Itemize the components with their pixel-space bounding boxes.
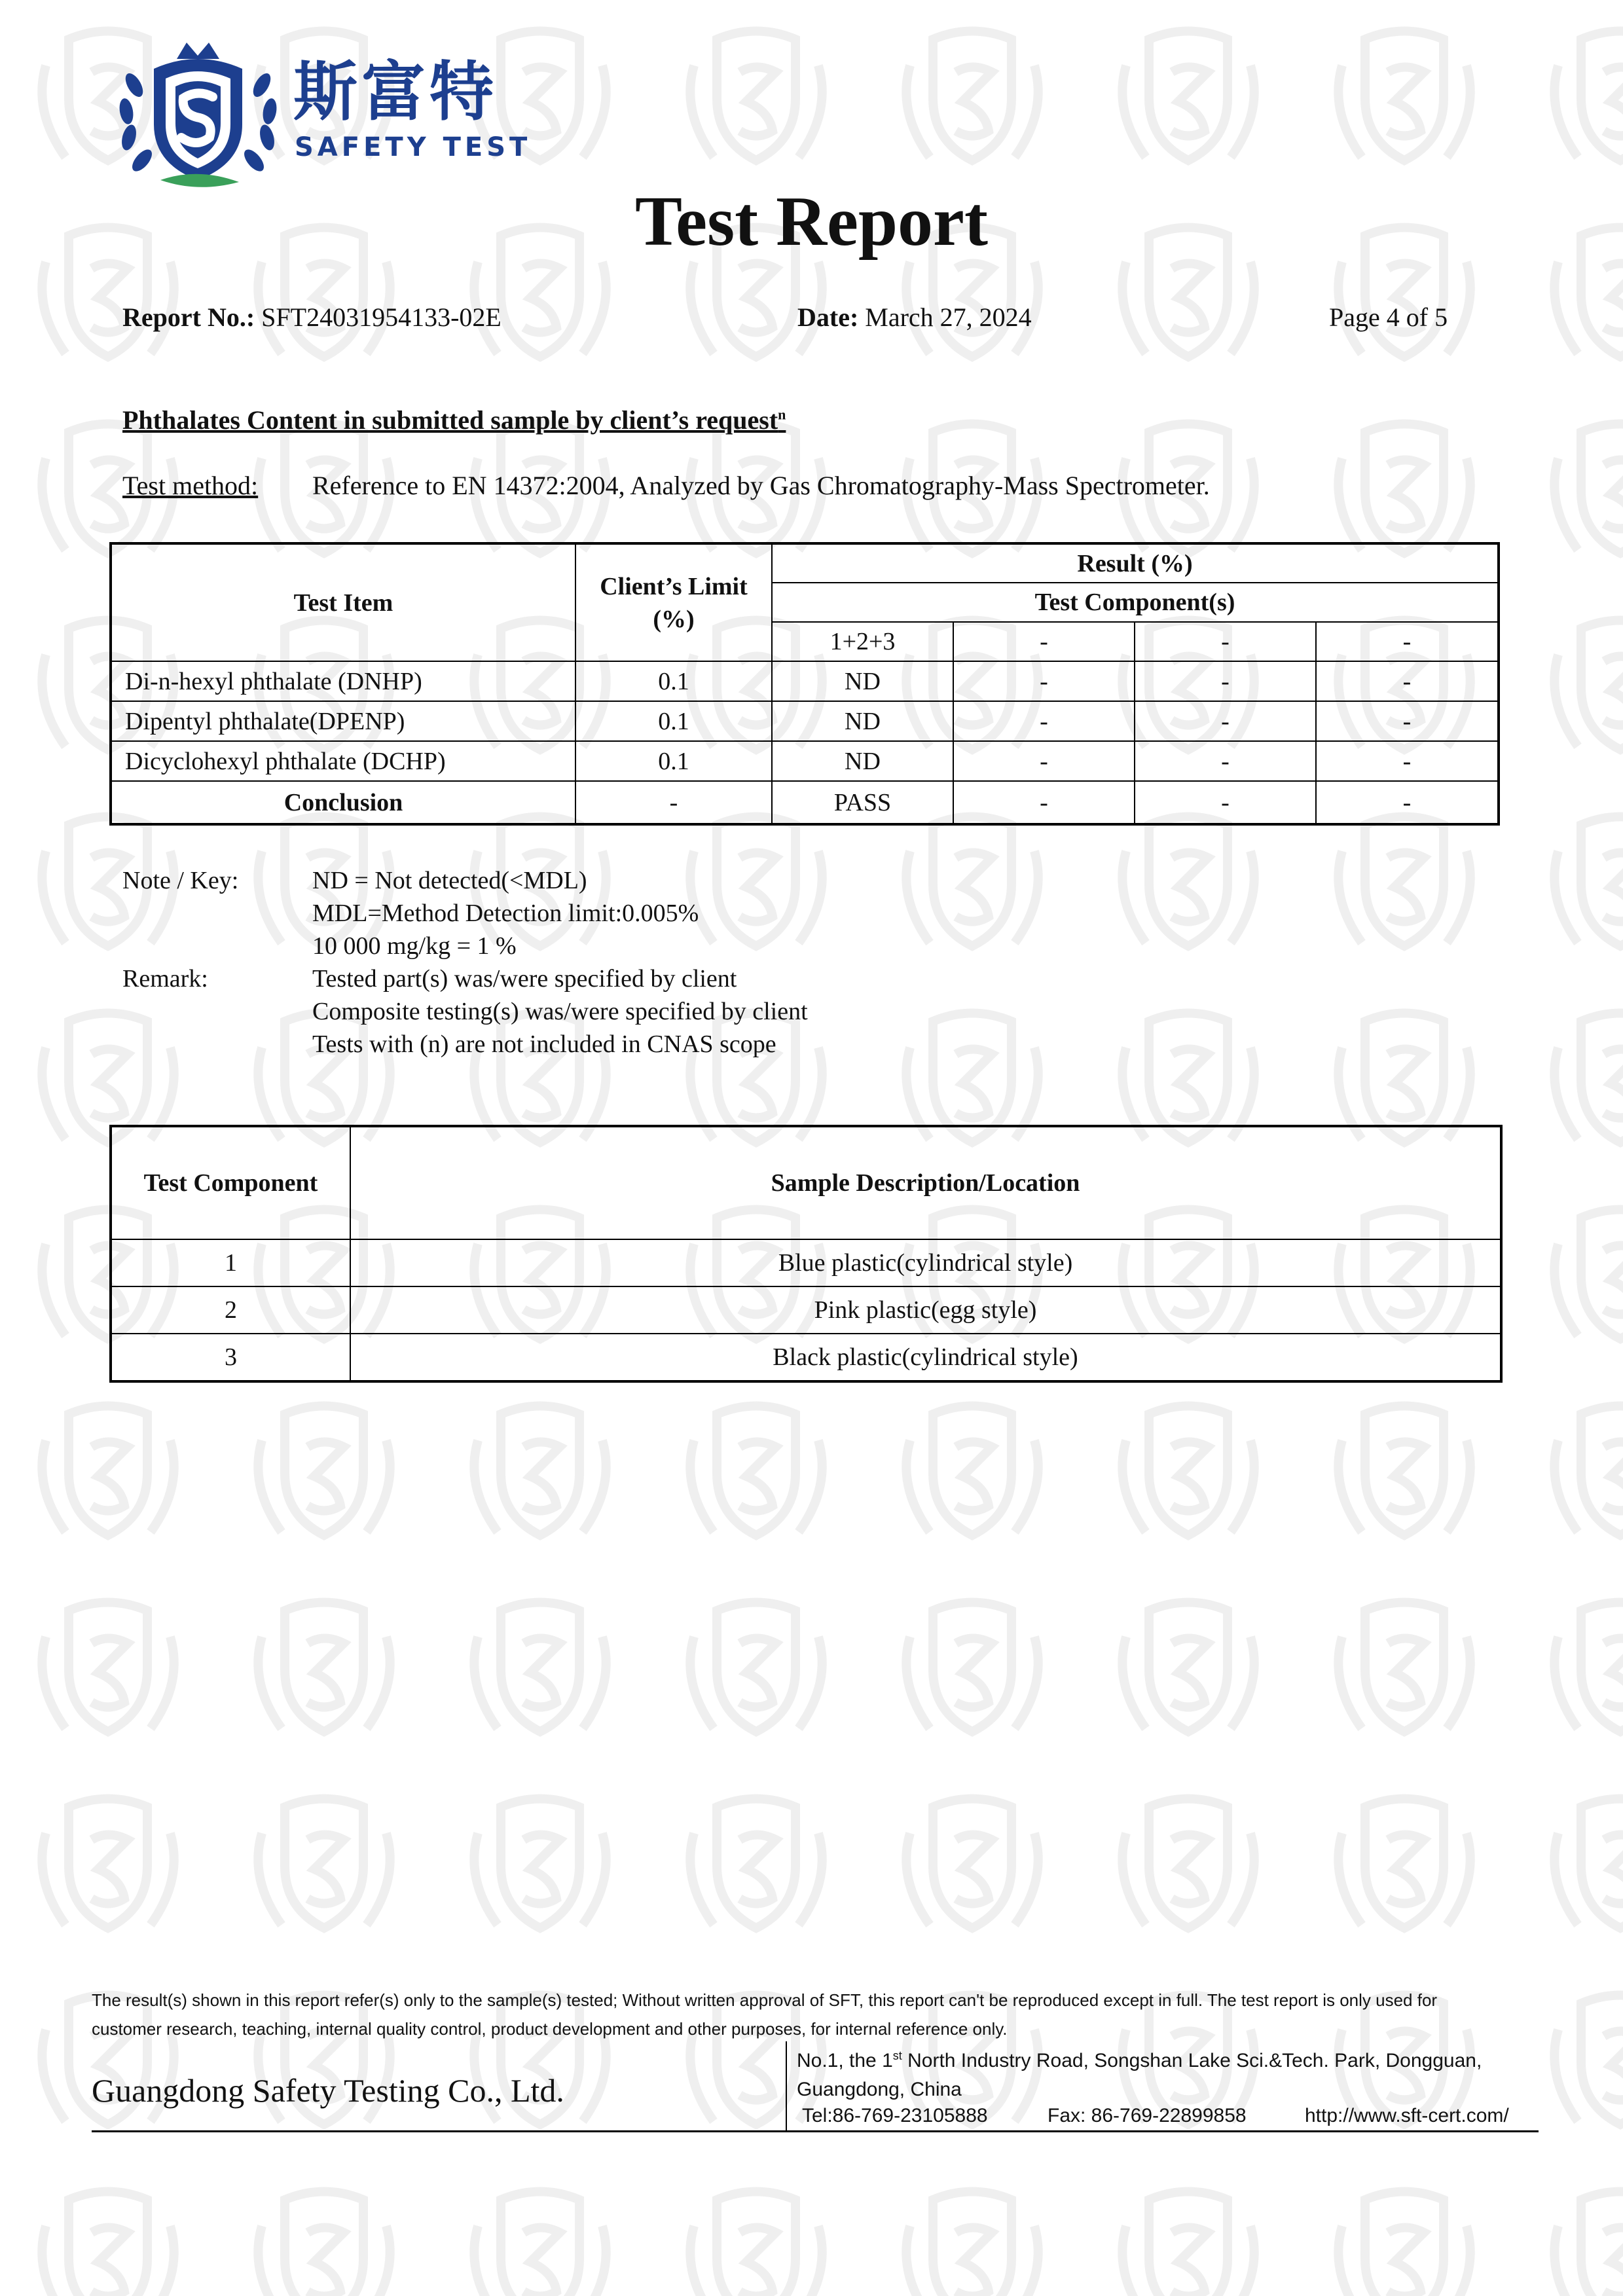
conclusion-label: Conclusion (111, 781, 575, 824)
report-date (797, 304, 1032, 331)
row-value: ND (772, 701, 953, 741)
footer-divider (786, 2041, 787, 2130)
component-description: Blue plastic(cylindrical style) (350, 1239, 1501, 1286)
component-id: 1 (111, 1239, 350, 1286)
conclusion-value: PASS (772, 781, 953, 824)
address-post: North Industry Road, Songshan Lake Sci.&Tech. Park, Dongguan, (902, 2050, 1482, 2071)
table-row (111, 1286, 1501, 1334)
row-value: - (1316, 701, 1499, 741)
website-link[interactable]: http://www.sft-cert.com/ (1305, 2105, 1509, 2126)
header-test-item: Test Item (111, 543, 575, 661)
address-line-2: Guangdong, China (797, 2079, 962, 2100)
address-pre: No.1, the 1 (797, 2050, 893, 2071)
table-row (111, 661, 1499, 701)
report-number (122, 304, 501, 331)
disclaimer (92, 1986, 1532, 2043)
row-limit: 0.1 (575, 741, 772, 781)
report-number-label: Report No.: (122, 302, 255, 332)
fax: Fax: 86-769-22899858 (1048, 2105, 1247, 2126)
note-line: ND = Not detected(<MDL) (312, 867, 587, 894)
table-row (111, 1334, 1501, 1381)
row-value: - (1135, 741, 1316, 781)
component-description: Pink plastic(egg style) (350, 1286, 1501, 1334)
page-title: Test Report (635, 183, 988, 261)
conclusion-value: - (1135, 781, 1316, 824)
row-value: - (953, 661, 1135, 701)
brand-name-cn: 斯富特 (293, 55, 498, 130)
component-col-4: - (1316, 622, 1499, 661)
table-row (111, 1239, 1501, 1286)
date-value: March 27, 2024 (865, 302, 1032, 332)
test-method-text: Reference to EN 14372:2004, Analyzed by Gas Chromatography-Mass Spectrometer. (312, 471, 1210, 500)
component-col-2: - (953, 622, 1135, 661)
company-name: Guangdong Safety Testing Co., Ltd. (92, 2072, 564, 2109)
row-value: - (953, 741, 1135, 781)
date-label: Date: (797, 302, 859, 332)
row-item: Dipentyl phthalate(DPENP) (111, 701, 575, 741)
telephone: Tel:86-769-23105888 (802, 2105, 988, 2126)
header-client-limit (575, 543, 772, 661)
header-test-components: Test Component(s) (772, 583, 1499, 622)
conclusion-value: - (953, 781, 1135, 824)
row-value: - (953, 701, 1135, 741)
note-key-label: Note / Key: (122, 867, 239, 894)
page-number: Page 4 of 5 (1329, 302, 1448, 332)
component-description: Black plastic(cylindrical style) (350, 1334, 1501, 1381)
header-client-limit-text: Client’s Limit (%) (600, 572, 748, 633)
section-title (122, 405, 786, 435)
conclusion-row (111, 781, 1499, 824)
component-col-1: 1+2+3 (772, 622, 953, 661)
row-value: - (1135, 701, 1316, 741)
conclusion-limit: - (575, 781, 772, 824)
remark-line: Tested part(s) was/were specified by client (312, 965, 737, 993)
remark-label: Remark: (122, 965, 208, 993)
row-limit: 0.1 (575, 701, 772, 741)
row-limit: 0.1 (575, 661, 772, 701)
row-value: - (1316, 741, 1499, 781)
test-method-label: Test method: (122, 471, 259, 500)
address-sup: st (892, 2049, 902, 2062)
disclaimer-line: The result(s) shown in this report refer(s) only to the sample(s) tested; Without written approval of SFT, this report can't be reproduced except in full. The test report is only used for (92, 1990, 1438, 2010)
remark-lines (312, 962, 808, 1061)
row-value: - (1316, 661, 1499, 701)
remark-line: Composite testing(s) was/were specified by client (312, 998, 808, 1025)
results-table (109, 542, 1500, 826)
header-test-component: Test Component (111, 1126, 350, 1239)
component-id: 2 (111, 1286, 350, 1334)
component-id: 3 (111, 1334, 350, 1381)
component-col-3: - (1135, 622, 1316, 661)
components-table (109, 1125, 1503, 1383)
note-line: MDL=Method Detection limit:0.005% (312, 900, 699, 927)
disclaimer-line: customer research, teaching, internal quality control, product development and other purposes, for internal reference only. (92, 2019, 1008, 2039)
header-sample-description: Sample Description/Location (350, 1126, 1501, 1239)
table-row (111, 701, 1499, 741)
table-row (111, 741, 1499, 781)
section-title-mark: n (778, 406, 786, 423)
row-item: Di-n-hexyl phthalate (DNHP) (111, 661, 575, 701)
footer-rule (92, 2130, 1539, 2132)
row-value: - (1135, 661, 1316, 701)
header-result: Result (%) (772, 543, 1499, 583)
row-value: ND (772, 661, 953, 701)
note-key-lines (312, 864, 699, 962)
brand-name-en: SAFETY TEST (295, 132, 532, 162)
conclusion-value: - (1316, 781, 1499, 824)
company-logo (115, 33, 282, 196)
address-line-1 (797, 2049, 1482, 2072)
remark-line: Tests with (n) are not included in CNAS scope (312, 1030, 776, 1058)
row-value: ND (772, 741, 953, 781)
report-number-value: SFT24031954133-02E (261, 302, 501, 332)
note-line: 10 000 mg/kg = 1 % (312, 932, 517, 960)
section-title-text: Phthalates Content in submitted sample by client’s request (122, 405, 778, 435)
row-item: Dicyclohexyl phthalate (DCHP) (111, 741, 575, 781)
